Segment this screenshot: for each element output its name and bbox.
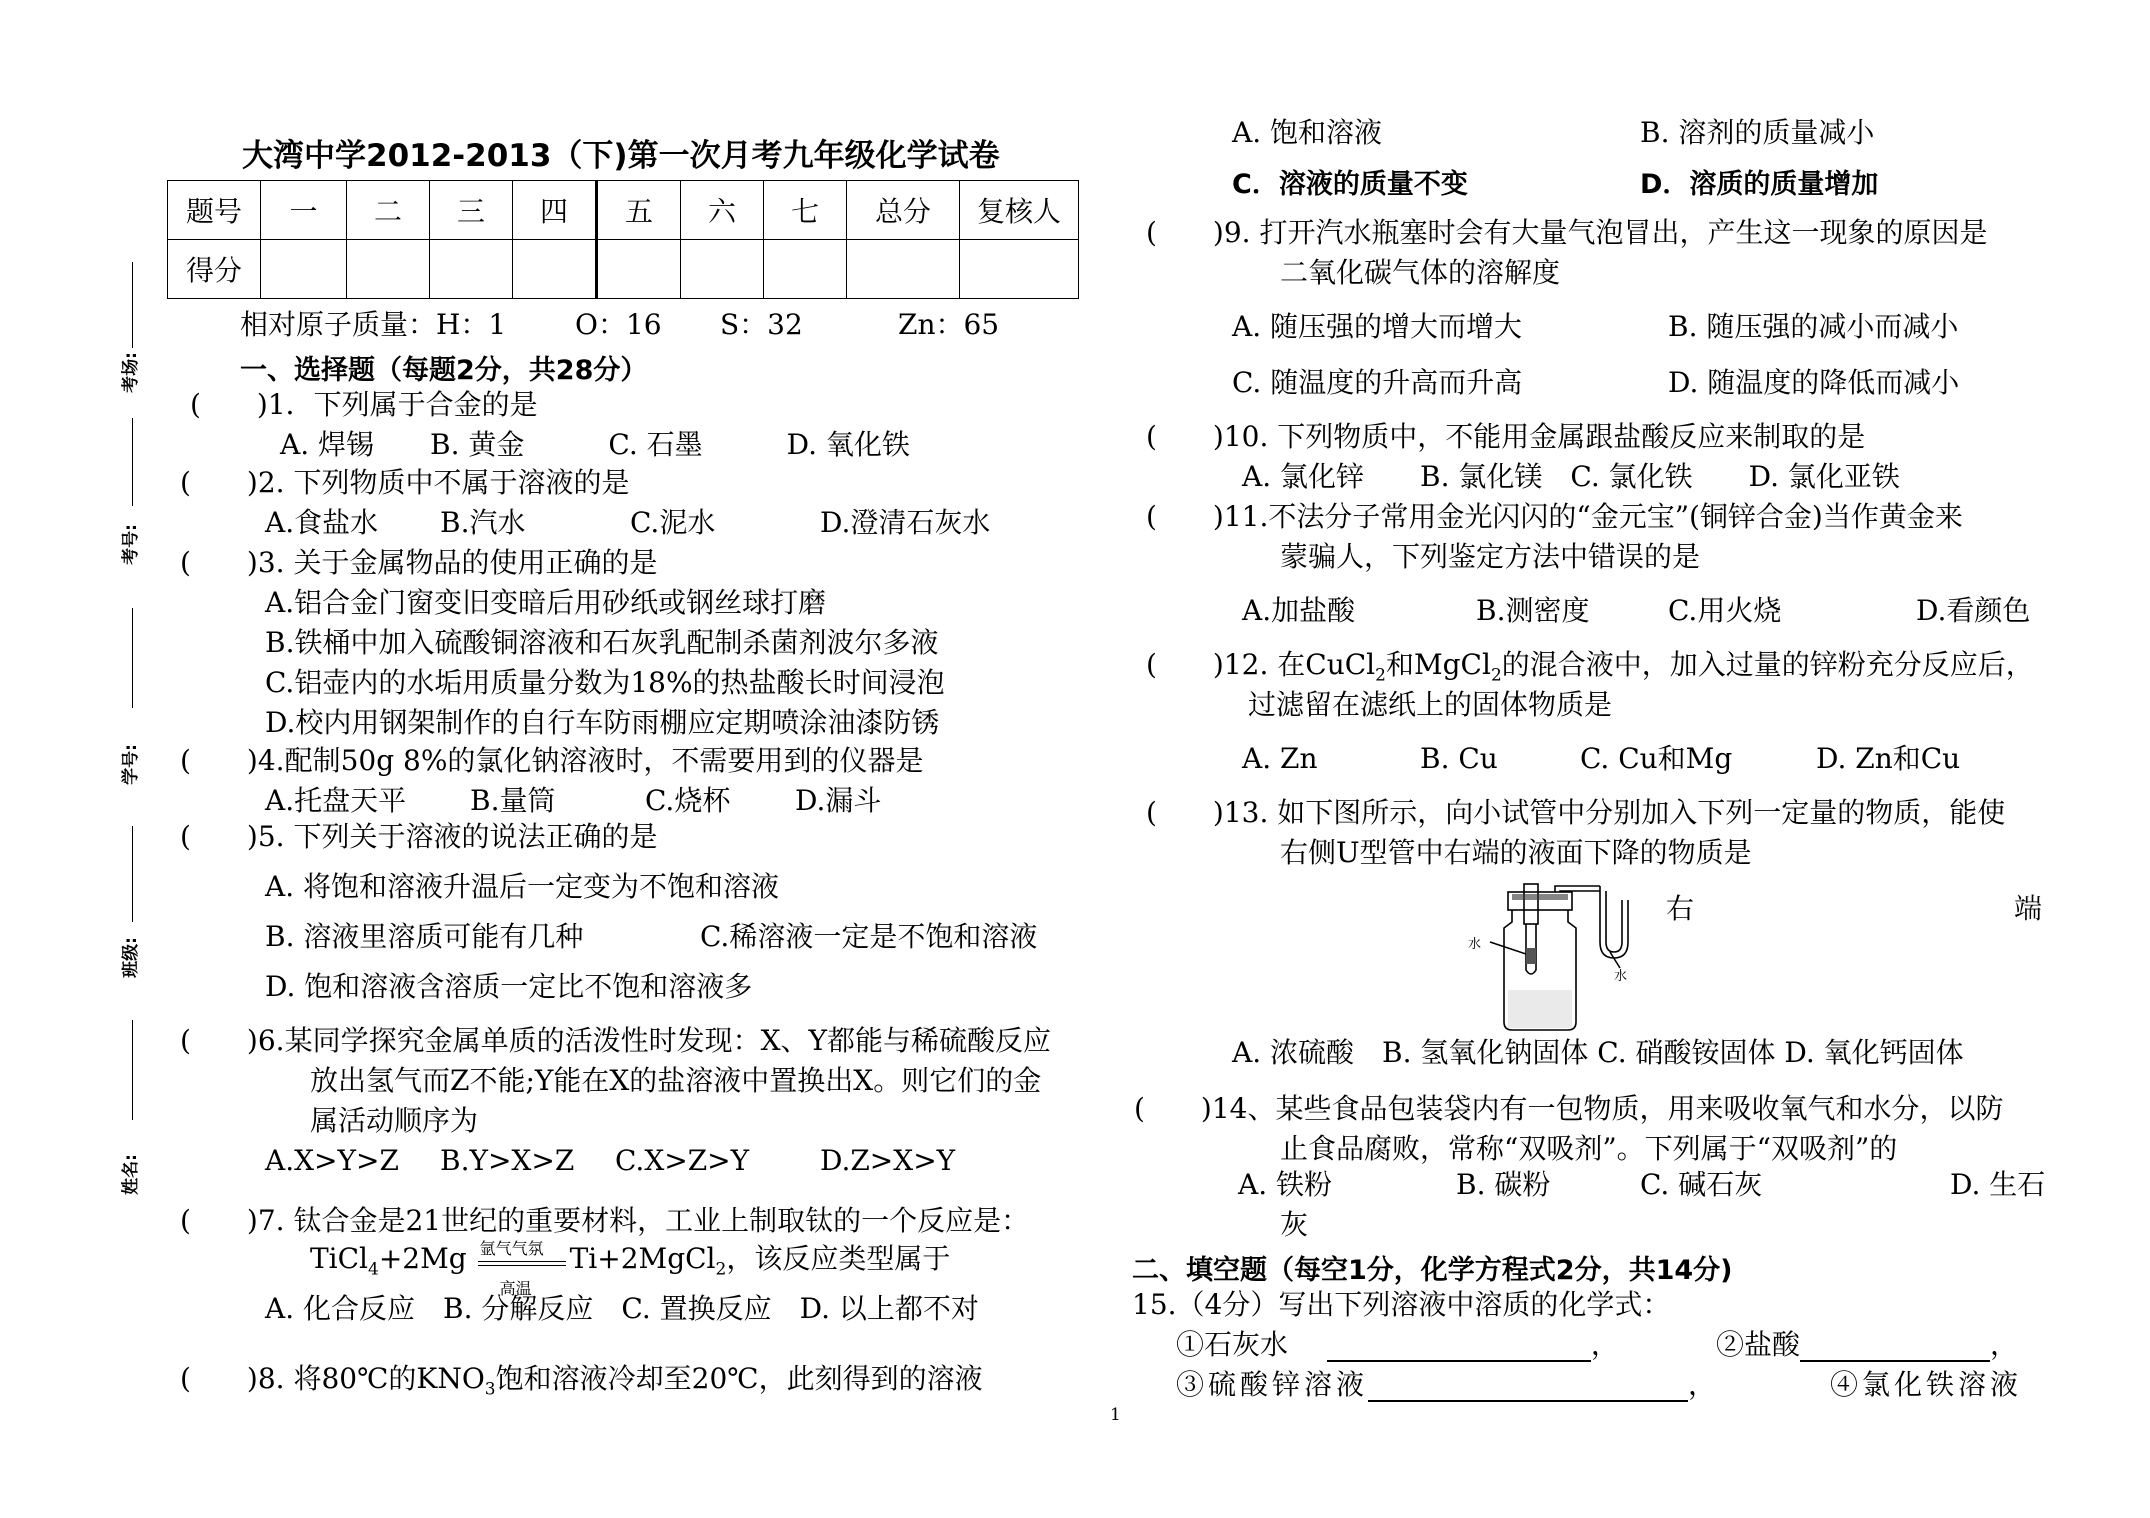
score-cell[interactable] bbox=[513, 240, 597, 299]
binding-line bbox=[132, 418, 133, 506]
q9-option-a: A. 随压强的增大而增大 bbox=[1232, 310, 1523, 343]
q15-answer-blank-3[interactable] bbox=[1368, 1370, 1688, 1402]
section-2-heading: 二、填空题（每空1分，化学方程式2分，共14分) bbox=[1132, 1255, 1733, 1286]
q12-option-a: A. Zn bbox=[1242, 742, 1318, 775]
q14-line-1: ( )14、某些食品包装袋内有一包物质，用来吸收氧气和水分，以防 bbox=[1134, 1092, 2004, 1125]
header-cell: 六 bbox=[681, 181, 764, 240]
q15-comma: ， bbox=[1590, 1328, 1619, 1361]
q9-option-c: C. 随温度的升高而升高 bbox=[1232, 366, 1523, 399]
q4-option-a: A.托盘天平 bbox=[265, 784, 407, 817]
binding-label-kaohao: 考号: bbox=[120, 524, 141, 565]
q14-line-2: 止食品腐败，常称“双吸剂”。下列属于“双吸剂”的 bbox=[1280, 1132, 1898, 1165]
q8-option-b: B. 溶剂的质量减小 bbox=[1640, 116, 1875, 149]
q8-option-a: A. 饱和溶液 bbox=[1232, 116, 1383, 149]
q3-option-d: D.校内用钢架制作的自行车防雨棚应定期喷涂油漆防锈 bbox=[265, 706, 940, 739]
q3-option-a: A.铝合金门窗变旧变暗后用砂纸或钢丝球打磨 bbox=[265, 586, 827, 619]
q8-option-d: D．溶质的质量增加 bbox=[1640, 169, 1879, 200]
score-cell[interactable] bbox=[430, 240, 513, 299]
q9-option-d: D. 随温度的降低而减小 bbox=[1668, 366, 1960, 399]
exam-title: 大湾中学2012-2013（下)第一次月考九年级化学试卷 bbox=[242, 138, 1000, 174]
q6-option-c: C.X>Z>Y bbox=[615, 1144, 750, 1177]
page-number: 1 bbox=[1110, 1405, 1121, 1425]
header-cell: 四 bbox=[513, 181, 597, 240]
q14-option-a: A. 铁粉 bbox=[1238, 1168, 1333, 1201]
q2-option-b: B.汽水 bbox=[440, 506, 526, 539]
q15-item-3-label: ③硫酸锌溶液 bbox=[1176, 1368, 1369, 1401]
q5-option-c: C.稀溶液一定是不饱和溶液 bbox=[700, 920, 1038, 953]
q6-line-1: ( )6.某同学探究金属单质的活泼性时发现：X、Y都能与稀硫酸反应 bbox=[180, 1024, 1051, 1057]
q5-option-d: D. 饱和溶液含溶质一定比不饱和溶液多 bbox=[265, 970, 753, 1003]
q12-line-1 bbox=[1146, 648, 2034, 693]
q6-line-2: 放出氢气而Z不能;Y能在X的盐溶液中置换出X。则它们的金 bbox=[310, 1064, 1042, 1097]
header-cell: 七 bbox=[764, 181, 847, 240]
q15-item-1 bbox=[1176, 1328, 1619, 1362]
q2-option-a: A.食盐水 bbox=[265, 506, 379, 539]
header-cell: 题号 bbox=[168, 181, 261, 240]
q14-option-c: C. 碱石灰 bbox=[1640, 1168, 1763, 1201]
q12-text-2: 和MgCl bbox=[1385, 648, 1491, 681]
header-cell: 三 bbox=[430, 181, 513, 240]
q7-reaction-arrow bbox=[476, 1238, 570, 1298]
q14-option-d: D. 生石 bbox=[1950, 1168, 2046, 1201]
score-table-header-row bbox=[168, 181, 1079, 240]
q13-label-right: 右 bbox=[1666, 892, 1695, 925]
q12-option-b: B. Cu bbox=[1420, 742, 1498, 775]
q7-condition-top: 氩气气氛 bbox=[479, 1238, 544, 1258]
q11-option-c: C.用火烧 bbox=[1668, 594, 1782, 627]
header-cell: 总分 bbox=[847, 181, 960, 240]
header-cell: 二 bbox=[347, 181, 430, 240]
score-cell[interactable] bbox=[764, 240, 847, 299]
q1-stem: ( )1．下列属于合金的是 bbox=[190, 388, 538, 421]
q5-stem: ( )5. 下列关于溶液的说法正确的是 bbox=[180, 820, 658, 853]
binding-label-kaochang: 考场: bbox=[120, 352, 141, 393]
q15-item-4: ④氯化铁溶液 bbox=[1830, 1368, 2023, 1401]
binding-line bbox=[132, 262, 133, 348]
q15-item-2-label: ②盐酸 bbox=[1716, 1328, 1801, 1361]
q15-item-3 bbox=[1176, 1368, 1720, 1402]
apparatus-diagram bbox=[1460, 882, 1660, 1032]
score-cell[interactable] bbox=[597, 240, 681, 299]
q5-option-b: B. 溶液里溶质可能有几种 bbox=[265, 920, 584, 953]
binding-label-xuehao: 学号: bbox=[120, 744, 141, 785]
q7-line-1: ( )7. 钛合金是21世纪的重要材料，工业上制取钛的一个反应是： bbox=[180, 1204, 1030, 1237]
q13-line-1: ( )13. 如下图所示，向小试管中分别加入下列一定量的物质，能使 bbox=[1146, 796, 2006, 829]
header-cell: 一 bbox=[261, 181, 347, 240]
water-label: 水 bbox=[1468, 937, 1482, 952]
q3-option-b: B.铁桶中加入硫酸铜溶液和石灰乳配制杀菌剂波尔多液 bbox=[265, 626, 939, 659]
binding-line bbox=[132, 826, 133, 922]
q7-eq-sub2: 2 bbox=[715, 1259, 727, 1280]
q12-text-1: ( )12. 在CuCl bbox=[1146, 648, 1376, 681]
q13-label-end: 端 bbox=[2014, 892, 2043, 925]
score-table bbox=[167, 180, 1079, 299]
q12-option-c: C. Cu和Mg bbox=[1580, 742, 1733, 775]
q14-option-b: B. 碳粉 bbox=[1456, 1168, 1551, 1201]
q12-sub-1: 2 bbox=[1375, 665, 1386, 686]
q9-line-2: 二氧化碳气体的溶解度 bbox=[1280, 256, 1561, 289]
binding-label-xingming: 姓名: bbox=[120, 1154, 141, 1195]
q9-option-b: B. 随压强的减小而减小 bbox=[1668, 310, 1959, 343]
q11-line-1: ( )11.不法分子常用金光闪闪的“金元宝”(铜锌合金)当作黄金来 bbox=[1146, 500, 1963, 533]
q5-option-a: A. 将饱和溶液升温后一定变为不饱和溶液 bbox=[265, 870, 780, 903]
q15-answer-blank-1[interactable] bbox=[1327, 1330, 1591, 1362]
q7-eq-mid: +2Mg bbox=[378, 1242, 467, 1275]
score-table-score-row bbox=[168, 240, 1079, 299]
atomic-mass-o: O：16 bbox=[575, 308, 662, 341]
q12-line-2: 过滤留在滤纸上的固体物质是 bbox=[1248, 688, 1613, 721]
score-cell[interactable] bbox=[847, 240, 960, 299]
q6-option-b: B.Y>X>Z bbox=[440, 1144, 575, 1177]
q8-option-c: C．溶液的质量不变 bbox=[1232, 169, 1468, 200]
q15-comma: ， bbox=[1688, 1368, 1721, 1401]
q11-option-d: D.看颜色 bbox=[1916, 594, 2031, 627]
q11-option-b: B.测密度 bbox=[1476, 594, 1590, 627]
q3-stem: ( )3. 关于金属物品的使用正确的是 bbox=[180, 546, 658, 579]
q11-option-a: A.加盐酸 bbox=[1242, 594, 1356, 627]
q11-line-2: 蒙骗人，下列鉴定方法中错误的是 bbox=[1280, 540, 1701, 573]
q9-line-1: ( )9. 打开汽水瓶塞时会有大量气泡冒出，产生这一现象的原因是 bbox=[1146, 216, 1988, 249]
q13-options: A. 浓硫酸 B. 氢氧化钠固体 C. 硝酸铵固体 D. 氧化钙固体 bbox=[1232, 1036, 1964, 1069]
q14-option-d-wrap: 灰 bbox=[1280, 1208, 1309, 1241]
q7-eq-right: Ti+2MgCl bbox=[569, 1242, 716, 1275]
binding-line bbox=[132, 1020, 133, 1120]
q7-options: A. 化合反应 B. 分解反应 C. 置换反应 D. 以上都不对 bbox=[265, 1292, 979, 1325]
q12-text-3: 的混合液中，加入过量的锌粉充分反应后， bbox=[1501, 648, 2034, 681]
q2-stem: ( )2. 下列物质中不属于溶液的是 bbox=[180, 466, 630, 499]
q12-option-d: D. Zn和Cu bbox=[1816, 742, 1961, 775]
q8-stem-a: ( )8. 将80℃的KNO bbox=[180, 1362, 485, 1395]
q8-stem-sub: 3 bbox=[484, 1379, 496, 1400]
q10-options: A. 氯化锌 B. 氯化镁 C. 氯化铁 D. 氯化亚铁 bbox=[1242, 460, 1900, 493]
atomic-mass-zn: Zn：65 bbox=[898, 308, 1000, 341]
q6-option-a: A.X>Y>Z bbox=[265, 1144, 399, 1177]
q15-item-1-label: ①石灰水 bbox=[1176, 1328, 1289, 1361]
header-cell: 五 bbox=[597, 181, 681, 240]
q4-option-b: B.量筒 bbox=[470, 784, 556, 817]
q2-option-c: C.泥水 bbox=[630, 506, 716, 539]
q7-eq-sub1: 4 bbox=[368, 1259, 379, 1280]
q8-stem-b: 饱和溶液冷却至20℃，此刻得到的溶液 bbox=[495, 1362, 983, 1395]
score-cell[interactable] bbox=[960, 240, 1079, 299]
atomic-mass-s: S：32 bbox=[720, 308, 803, 341]
q1-options: A. 焊锡 B. 黄金 C. 石墨 D. 氧化铁 bbox=[280, 428, 910, 461]
water-label: 水 bbox=[1614, 969, 1628, 984]
q8-stem bbox=[180, 1362, 983, 1407]
binding-line bbox=[132, 608, 133, 708]
section-1-heading: 一、选择题（每题2分，共28分） bbox=[240, 355, 648, 386]
q13-line-2: 右侧U型管中右端的液面下降的物质是 bbox=[1280, 836, 1752, 869]
q2-option-d: D.澄清石灰水 bbox=[820, 506, 991, 539]
q12-sub-2: 2 bbox=[1490, 665, 1502, 686]
q4-option-d: D.漏斗 bbox=[795, 784, 882, 817]
q10-stem: ( )10. 下列物质中，不能用金属跟盐酸反应来制取的是 bbox=[1146, 420, 1866, 453]
q15-answer-blank-2[interactable] bbox=[1800, 1330, 1990, 1362]
q3-option-c: C.铝壶内的水垢用质量分数为18%的热盐酸长时间浸泡 bbox=[265, 666, 945, 699]
q7-equation bbox=[310, 1238, 951, 1298]
header-cell: 复核人 bbox=[960, 181, 1079, 240]
binding-label-banji: 班级: bbox=[120, 937, 141, 978]
q7-eq-left: TiCl bbox=[310, 1242, 369, 1275]
score-cell[interactable] bbox=[347, 240, 430, 299]
q15-comma: ， bbox=[1990, 1328, 2019, 1361]
q7-eq-tail: ，该反应类型属于 bbox=[726, 1242, 951, 1275]
q15-stem: 15.（4分）写出下列溶液中溶质的化学式： bbox=[1132, 1288, 1671, 1321]
score-cell[interactable] bbox=[681, 240, 764, 299]
q6-line-3: 属活动顺序为 bbox=[310, 1104, 479, 1137]
score-cell[interactable] bbox=[261, 240, 347, 299]
row-label: 得分 bbox=[168, 240, 261, 299]
q7-condition-bottom: 高温 bbox=[499, 1278, 532, 1298]
atomic-mass-h: 相对原子质量：H：1 bbox=[240, 308, 507, 341]
q15-item-2 bbox=[1716, 1328, 2018, 1362]
q4-option-c: C.烧杯 bbox=[645, 784, 731, 817]
q4-stem: ( )4.配制50g 8%的氯化钠溶液时，不需要用到的仪器是 bbox=[180, 744, 924, 777]
q6-option-d: D.Z>X>Y bbox=[820, 1144, 956, 1177]
